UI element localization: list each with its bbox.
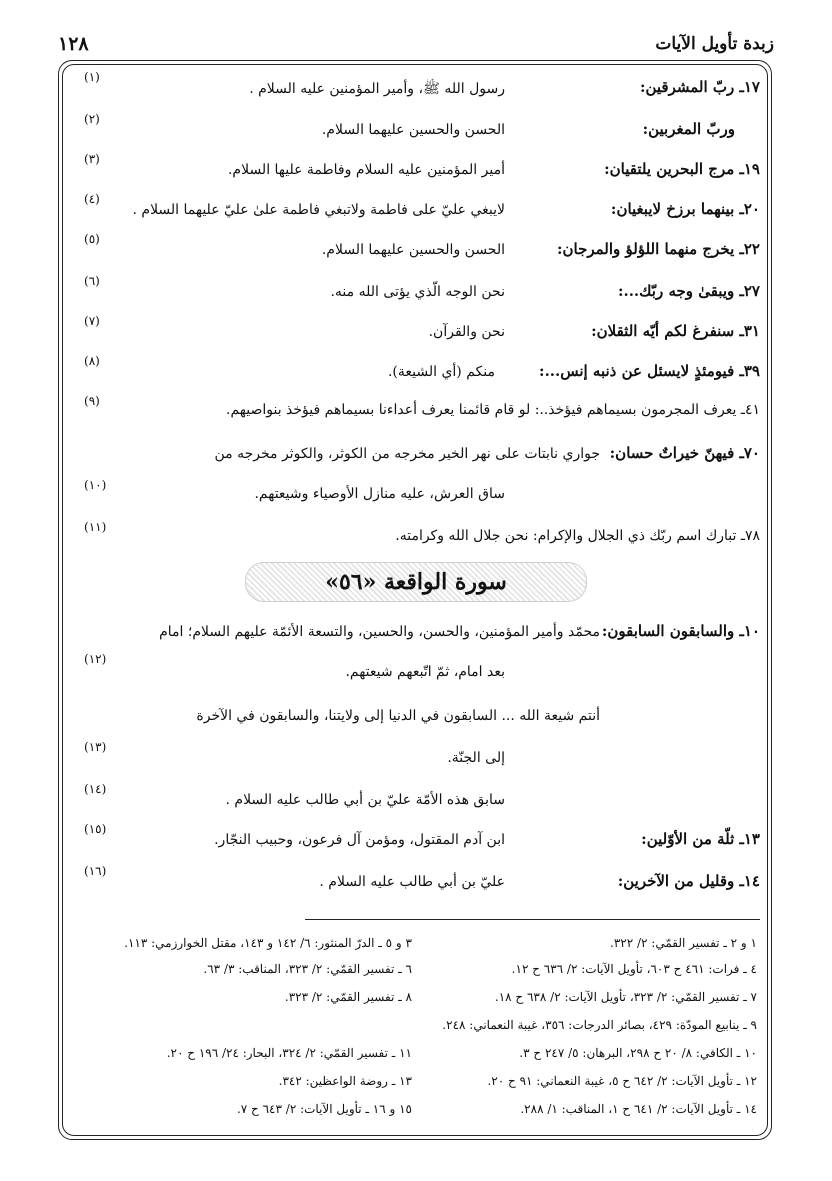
footnote-ref: (٤): [84, 192, 100, 206]
footnote: ٨ ـ تفسير القمّي: ٢/ ٣٢٣.: [284, 990, 412, 1004]
footnote: ١٤ ـ تأويل الآيات: ٢/ ٦٤١ ح ١، المناقب: ١/ ٢٨٨.: [520, 1102, 757, 1116]
entry: [80, 444, 760, 514]
entry: [80, 354, 760, 398]
footnote: ١٠ ـ الكافي: ٨/ ٢٠ ح ٢٩٨، البرهان: ٥/ ٢٤٧ ح ٣.: [519, 1046, 757, 1060]
entry: [80, 192, 760, 236]
commentary: منكم (أي الشيعة).: [387, 364, 495, 380]
footnote: ٦ ـ تفسير القمّي: ٢/ ٣٢٣، المناقب: ٣/ ٦٣.: [203, 962, 412, 976]
verse-with-commentary: ٧٨ـ تبارك اسم ربّك ذي الجلال والإكرام: نحن جلال الله وكرامته.: [395, 528, 760, 544]
footnote: ١٢ ـ تأويل الآيات: ٢/ ٦٤٢ ح ٥، غيبة النعماني: ٩١ ح ٢٠.: [487, 1074, 757, 1088]
entry: [80, 394, 760, 438]
verse-label: ١٧ـ ربّ المشرقين:: [639, 78, 760, 96]
footnote-ref: (١٦): [84, 864, 107, 878]
footnote: ١ و ٢ ـ تفسير القمّي: ٢/ ٣٢٢.: [609, 936, 757, 950]
footnote-ref: (١٥): [84, 822, 107, 836]
commentary: بعد امام، ثمّ اتّبعهم شيعتهم.: [345, 664, 505, 680]
footnote-ref: (٨): [84, 354, 100, 368]
page-header: [58, 30, 774, 58]
footnote: ١١ ـ تفسير القمّي: ٢/ ٣٢٤، البحار: ٢٤/ ١٩٦ ح ٢٠.: [166, 1046, 412, 1060]
surah-title-banner: [245, 562, 587, 602]
entry: [80, 232, 760, 276]
footnote-separator: [305, 919, 760, 920]
verse-label: ٧٠ـ فيهنّ خيراتٌ حسان:: [609, 444, 760, 462]
footnote: ٩ ـ ينابيع المودّة: ٤٢٩، بصائر الدرجات: ٣٥٦، غيبة النعماني: ٢٤٨.: [442, 1018, 757, 1032]
commentary: الحسن والحسين عليهما السلام.: [321, 242, 505, 258]
entry: [80, 314, 760, 358]
footnote-ref: (١١): [84, 520, 107, 534]
commentary: لايبغي عليّ على فاطمة ولاتبغي فاطمة علىٰ عليّ عليهما السلام .: [132, 202, 505, 218]
commentary: عليّ بن أبي طالب عليه السلام .: [319, 874, 505, 890]
entry: [80, 274, 760, 318]
entry: [80, 152, 760, 196]
commentary: أمير المؤمنين عليه السلام وفاطمة عليها السلام.: [227, 162, 505, 178]
verse-label: ١٠ـ والسابقون السابقون:: [601, 622, 760, 640]
footnote-ref: (٥): [84, 232, 100, 246]
footnote-ref: (٧): [84, 314, 100, 328]
verse-label: ٣١ـ سنفرغ لكم أيّه الثقلان:: [591, 322, 760, 340]
verse-label: ٢٠ـ بينهما برزخ لايبغيان:: [610, 200, 760, 218]
commentary: الحسن والحسين عليهما السلام.: [321, 122, 505, 138]
running-title: زبدة تأويل الآيات: [655, 34, 774, 54]
commentary: إلى الجنّة.: [447, 750, 505, 766]
commentary: جواري نابتات على نهر الخير مخرجه من الكوثر، والكوثر مخرجه من: [214, 446, 600, 462]
verse-label: ١٩ـ مرج البحرين يلتقيان:: [604, 160, 760, 178]
page-number: ١٢٨: [58, 33, 89, 55]
verse-label: ١٣ـ ثلّة من الأوّلين:: [641, 830, 760, 848]
commentary: محمّد وأمير المؤمنين، والحسن، والحسين، والتسعة الأئمّة عليهم السلام؛ امام: [159, 624, 600, 640]
footnote: ١٥ و ١٦ ـ تأويل الآيات: ٢/ ٦٤٣ ح ٧.: [236, 1102, 412, 1116]
commentary: نحن والقرآن.: [428, 324, 505, 340]
verse-with-commentary: ٤١ـ يعرف المجرمون بسيماهم فيؤخذ..: لو قام قائمنا يعرف أعداءنا بسيماهم فيؤخذ بنواصيهم.: [226, 402, 760, 418]
footnote-ref: (١٤): [84, 782, 107, 796]
footnote: ٣ و ٥ ـ الدرّ المنثور: ٦/ ١٤٢ و ١٤٣، مقتل الخوارزمي: ١١٣.: [124, 936, 412, 950]
footnote-ref: (١٢): [84, 652, 107, 666]
verse-label: ١٤ـ وقليل من الآخرين:: [617, 872, 760, 890]
surah-title: سورة الواقعة «٥٦»: [325, 569, 507, 595]
footnote-ref: (١٠): [84, 478, 107, 492]
commentary: ساق العرش، عليه منازل الأوصياء وشيعتهم.: [254, 486, 505, 502]
footnote-ref: (٢): [84, 112, 100, 126]
entry: [80, 112, 760, 156]
footnote-ref: (١٣): [84, 740, 107, 754]
entry: [80, 70, 760, 114]
commentary: ابن آدم المقتول، ومؤمن آل فرعون، وحبيب النجّار.: [214, 832, 505, 848]
footnote: ١٣ ـ روضة الواعظين: ٣٤٢.: [278, 1074, 412, 1088]
footnote-ref: (٣): [84, 152, 100, 166]
entry: [80, 782, 760, 826]
entry: [80, 864, 760, 908]
footnote-ref: (٦): [84, 274, 100, 288]
entry: [80, 622, 760, 766]
verse-label: ٣٩ـ فيومئذٍ لايسئل عن ذنبه إنس...:: [539, 362, 760, 380]
footnote: ٤ ـ فرات: ٤٦١ ح ٦٠٣، تأويل الآيات: ٢/ ٦٣٦ ح ١٢.: [511, 962, 757, 976]
verse-label: ٢٧ـ ويبقىٰ وجه ربّك...:: [617, 282, 760, 300]
commentary: أنتم شيعة الله ... السابقون في الدنيا إلى ولايتنا، والسابقون في الآخرة: [196, 708, 600, 724]
footnote-ref: (٩): [84, 394, 100, 408]
commentary: رسول الله ﷺ، وأمير المؤمنين عليه السلام .: [249, 81, 505, 97]
footnote-ref: (١): [84, 70, 100, 84]
commentary: نحن الوجه الّذي يؤتى الله منه.: [330, 284, 505, 300]
footnote: ٧ ـ تفسير القمّي: ٢/ ٣٢٣، تأويل الآيات: ٢/ ٦٣٨ ح ١٨.: [494, 990, 757, 1004]
entry: [80, 520, 760, 564]
verse-label: ٢٢ـ يخرج منهما اللؤلؤ والمرجان:: [556, 240, 760, 258]
commentary: سابق هذه الأمّة عليّ بن أبي طالب عليه السلام .: [225, 792, 505, 808]
verse-label: وربّ المغربين:: [642, 120, 735, 138]
entry: [80, 822, 760, 866]
